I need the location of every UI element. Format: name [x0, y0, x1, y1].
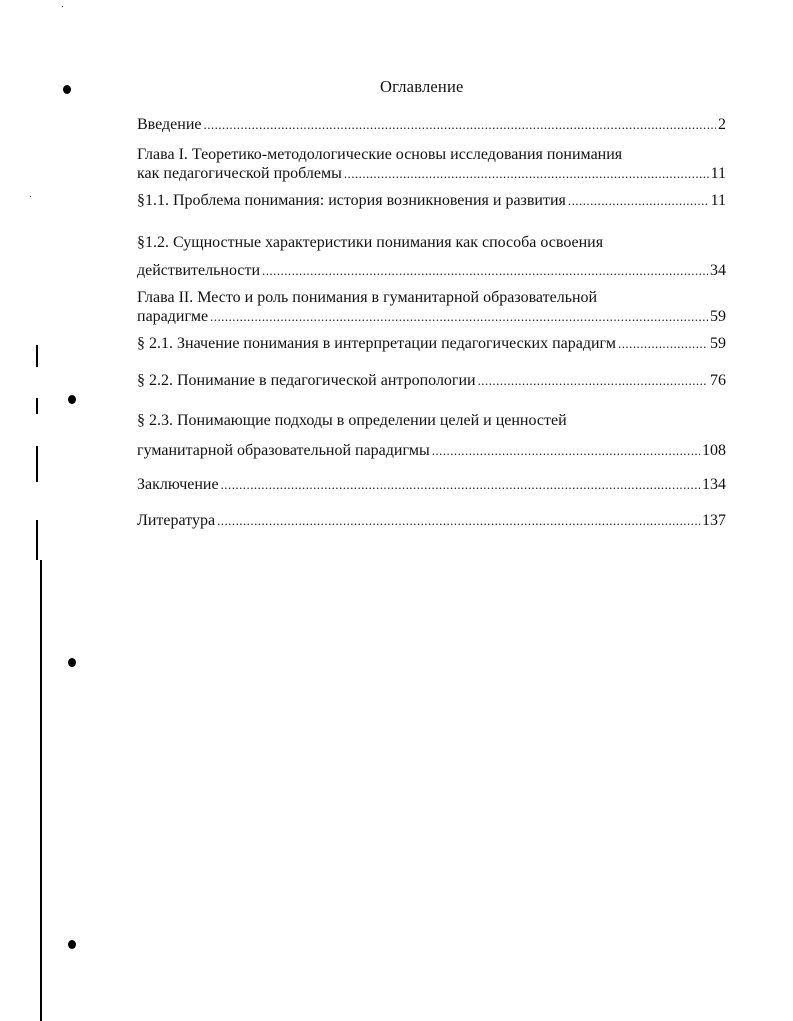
margin-line [36, 446, 38, 482]
punch-hole-mark [68, 940, 76, 949]
toc-entry-text-line1: § 2.3. Понимающие подходы в определении целей и ценностей [137, 412, 567, 429]
toc-leader [217, 511, 700, 530]
margin-line [36, 398, 38, 414]
toc-page-number: 134 [702, 476, 726, 493]
toc-entry-text: Литература [137, 512, 216, 529]
margin-line [40, 560, 42, 1021]
punch-hole-mark [68, 658, 76, 667]
toc-entry-text: § 2.2. Понимание в педагогической антропологии [137, 372, 476, 389]
toc-leader [210, 307, 708, 326]
toc-entry-text: парадигме [137, 308, 209, 325]
toc-entry [137, 288, 726, 326]
toc-entry-text-line1: §1.2. Сущностные характеристики понимания как способа освоения [137, 234, 604, 251]
toc-page-number: 34 [710, 262, 726, 279]
toc-entry-text: как педагогической проблемы [137, 165, 342, 182]
toc-page-number: 137 [702, 512, 726, 529]
toc-entry [137, 475, 726, 494]
punch-hole-mark [68, 395, 76, 404]
toc-entry [137, 229, 726, 285]
toc-leader [618, 334, 708, 353]
toc-entry [137, 511, 726, 530]
toc-entry-text: § 2.1. Значение понимания в интерпретации педагогических парадигм [137, 335, 617, 352]
toc-entry-text: Заключение [137, 476, 219, 493]
page-title: Оглавление [380, 77, 464, 96]
toc-entry-text: Введение [137, 116, 202, 133]
toc-entry-text: гуманитарной образовательной парадигмы [137, 442, 430, 459]
toc-entry [137, 145, 726, 183]
toc-page-number: 11 [710, 165, 726, 182]
toc-entry-text: действительности [137, 262, 261, 279]
toc-leader [204, 115, 717, 134]
toc-entry-text: §1.1. Проблема понимания: история возникновения и развития [137, 192, 566, 209]
toc-page-number: 59 [710, 335, 726, 352]
toc-leader [221, 475, 700, 494]
toc-page-number: 76 [710, 372, 726, 389]
toc-leader [344, 164, 709, 183]
toc-leader [568, 191, 709, 210]
toc-entry-text-line1: Глава I. Теоретико-методологические основы исследования понимания [137, 146, 623, 163]
margin-line [36, 345, 38, 367]
toc-entry [137, 191, 726, 210]
scan-speck [62, 6, 63, 7]
toc-entry [137, 334, 726, 353]
toc-entry [137, 115, 726, 134]
scan-speck [30, 196, 31, 197]
toc-leader [432, 436, 700, 466]
margin-line [36, 520, 38, 560]
toc-entry [137, 406, 726, 466]
toc-leader [262, 257, 708, 285]
punch-hole-mark [63, 85, 71, 94]
toc-page-number: 108 [702, 442, 726, 459]
toc-leader [478, 371, 708, 390]
toc-page-number: 11 [710, 192, 726, 209]
toc-page-number: 59 [710, 308, 726, 325]
toc-page-number: 2 [718, 116, 726, 133]
toc-entry-text-line1: Глава II. Место и роль понимания в гуманитарной образовательной [137, 289, 598, 306]
toc-entry [137, 371, 726, 390]
